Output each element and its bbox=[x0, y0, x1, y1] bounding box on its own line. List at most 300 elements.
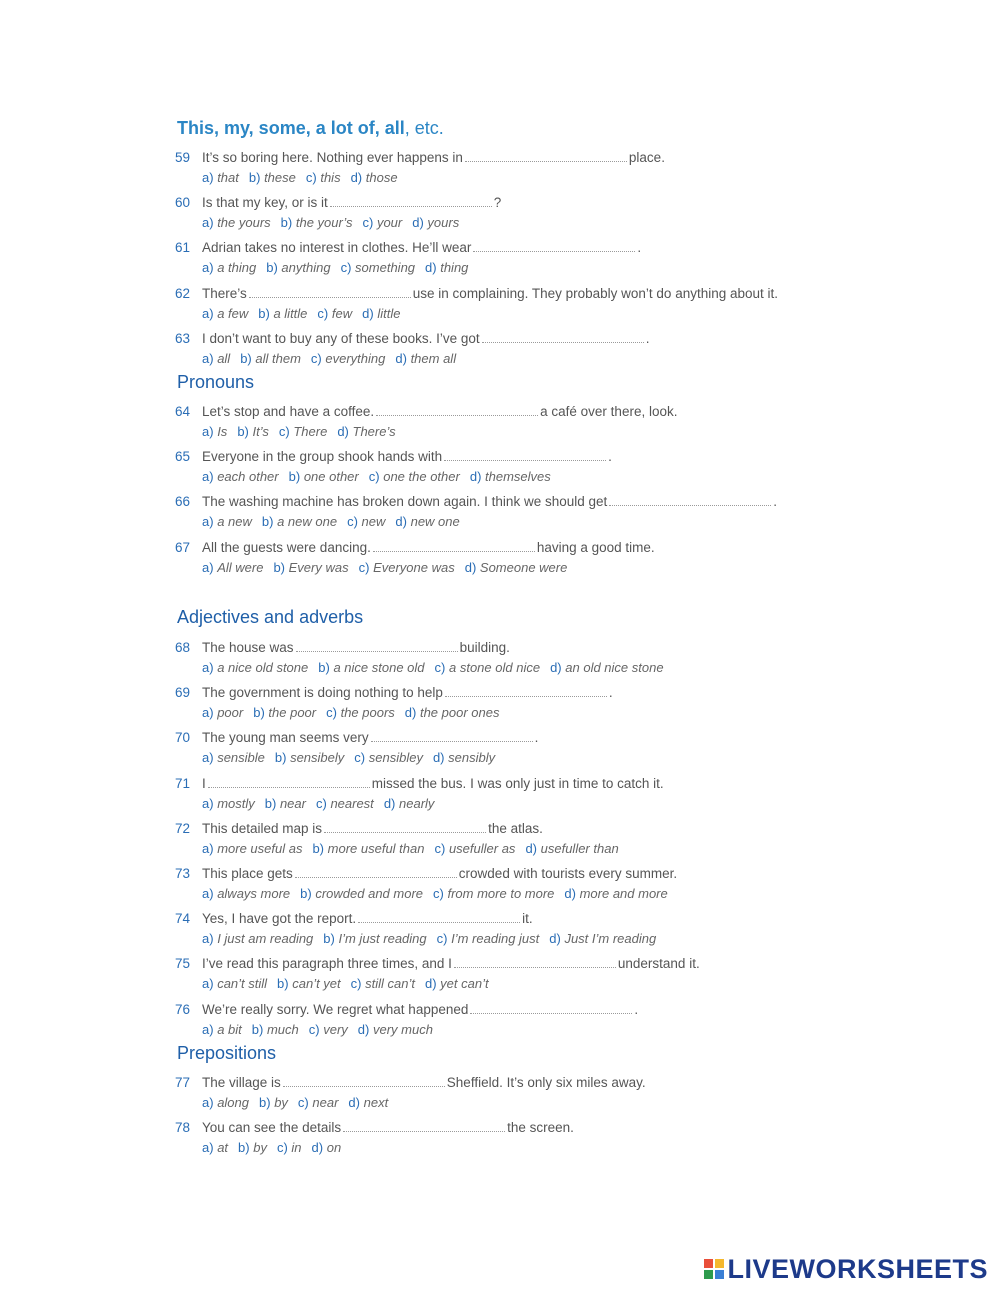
option-letter: b) bbox=[288, 469, 301, 484]
question-line bbox=[175, 402, 815, 422]
option-text: few bbox=[331, 306, 353, 321]
option-text: nearest bbox=[330, 796, 374, 811]
option[interactable] bbox=[306, 168, 341, 188]
option[interactable] bbox=[298, 1093, 339, 1113]
option[interactable] bbox=[341, 258, 415, 278]
question-number: 75 bbox=[175, 956, 191, 971]
answer-blank[interactable] bbox=[358, 910, 520, 923]
option-letter: c) bbox=[305, 170, 317, 185]
question-text-after: crowded with tourists every summer. bbox=[458, 866, 678, 881]
option[interactable] bbox=[312, 839, 424, 859]
option[interactable] bbox=[309, 1020, 348, 1040]
option-letter: d) bbox=[337, 424, 349, 439]
option-text: these bbox=[264, 170, 296, 185]
option[interactable] bbox=[351, 974, 415, 994]
option[interactable] bbox=[277, 1138, 302, 1158]
option-letter: b) bbox=[280, 215, 293, 230]
option-text: crowded and more bbox=[315, 886, 424, 901]
question-65 bbox=[175, 447, 815, 487]
option-text: sensible bbox=[217, 750, 265, 765]
question-line bbox=[175, 864, 815, 884]
question-number: 77 bbox=[175, 1075, 191, 1090]
option-letter: a) bbox=[202, 215, 214, 230]
option[interactable] bbox=[202, 839, 302, 859]
option-letter: a) bbox=[202, 841, 214, 856]
answer-blank[interactable] bbox=[454, 955, 616, 968]
answer-blank[interactable] bbox=[295, 865, 457, 878]
option-text: by bbox=[274, 1095, 288, 1110]
option-letter: a) bbox=[202, 886, 214, 901]
option[interactable] bbox=[348, 1093, 388, 1113]
option-text: the poor ones bbox=[419, 705, 500, 720]
question-75 bbox=[175, 954, 815, 994]
question-number: 78 bbox=[175, 1120, 191, 1135]
option-letter: d) bbox=[311, 1140, 324, 1155]
option-text: the poors bbox=[340, 705, 395, 720]
question-text-before: I bbox=[202, 776, 206, 791]
question-line bbox=[175, 1118, 815, 1138]
question-number: 61 bbox=[175, 240, 191, 255]
question-line bbox=[175, 774, 815, 794]
option-letter: a) bbox=[202, 931, 214, 946]
option-letter: c) bbox=[433, 886, 444, 901]
option-letter: d) bbox=[350, 170, 363, 185]
option-letter: c) bbox=[326, 705, 337, 720]
option[interactable] bbox=[253, 703, 316, 723]
option[interactable] bbox=[281, 213, 353, 233]
option-letter: c) bbox=[278, 424, 290, 439]
question-61 bbox=[175, 238, 815, 278]
option[interactable] bbox=[259, 1093, 288, 1113]
option-letter: b) bbox=[264, 796, 277, 811]
option[interactable] bbox=[202, 974, 267, 994]
option-letter: c) bbox=[340, 260, 352, 275]
option-letter: c) bbox=[358, 560, 370, 575]
option-letter: a) bbox=[202, 351, 214, 366]
option-letter: b) bbox=[251, 1022, 264, 1037]
answer-blank[interactable] bbox=[470, 1001, 632, 1014]
question-line bbox=[175, 909, 815, 929]
question-text-after: ? bbox=[493, 195, 502, 210]
question-number: 70 bbox=[175, 730, 191, 745]
options-row bbox=[175, 884, 815, 904]
option-text: more useful than bbox=[327, 841, 425, 856]
option[interactable] bbox=[202, 748, 265, 768]
option-letter: d) bbox=[564, 886, 576, 901]
option-letter: a) bbox=[202, 976, 214, 991]
option[interactable] bbox=[326, 703, 395, 723]
question-74 bbox=[175, 909, 815, 949]
question-text-before: Everyone in the group shook hands with bbox=[202, 449, 443, 464]
option[interactable] bbox=[465, 558, 568, 578]
option[interactable] bbox=[470, 467, 551, 487]
question-78 bbox=[175, 1118, 815, 1158]
question-text-after: . bbox=[534, 730, 539, 745]
option[interactable] bbox=[265, 794, 306, 814]
option[interactable] bbox=[362, 304, 400, 324]
question-text-after: Sheffield. It’s only six miles away. bbox=[446, 1075, 646, 1090]
option-letter: b) bbox=[240, 351, 252, 366]
question-text-before: There’s bbox=[202, 286, 247, 301]
answer-blank[interactable] bbox=[324, 820, 486, 833]
option-text: themselves bbox=[485, 469, 551, 484]
option-text: one the other bbox=[383, 469, 460, 484]
question-number: 74 bbox=[175, 911, 191, 926]
question-text-before: Adrian takes no interest in clothes. He’ll wear bbox=[202, 240, 472, 255]
question-text-before: The house was bbox=[202, 640, 294, 655]
option-letter: d) bbox=[395, 514, 407, 529]
option-letter: d) bbox=[357, 1022, 370, 1037]
option[interactable] bbox=[337, 422, 395, 442]
option-letter: a) bbox=[202, 306, 214, 321]
option[interactable] bbox=[433, 884, 554, 904]
option-text: always more bbox=[217, 886, 291, 901]
options-row bbox=[175, 168, 815, 188]
option-text: poor bbox=[217, 705, 244, 720]
options-row bbox=[175, 1020, 815, 1040]
option[interactable] bbox=[358, 1020, 433, 1040]
option-text: more useful as bbox=[217, 841, 303, 856]
option[interactable] bbox=[202, 304, 248, 324]
option-letter: b) bbox=[318, 660, 330, 675]
option[interactable] bbox=[525, 839, 618, 859]
answer-blank[interactable] bbox=[296, 639, 458, 652]
option-text: Someone were bbox=[479, 560, 568, 575]
option-letter: b) bbox=[323, 931, 335, 946]
option[interactable] bbox=[412, 213, 459, 233]
option-letter: d) bbox=[404, 705, 417, 720]
option-text: yet can’t bbox=[440, 976, 489, 991]
option[interactable] bbox=[316, 794, 374, 814]
option-letter: c) bbox=[276, 1140, 288, 1155]
question-text-after: the atlas. bbox=[488, 821, 543, 836]
option-letter: b) bbox=[238, 1140, 250, 1155]
option-text: next bbox=[363, 1095, 389, 1110]
option-letter: a) bbox=[202, 469, 214, 484]
answer-blank[interactable] bbox=[283, 1074, 445, 1087]
option-text: in bbox=[291, 1140, 302, 1155]
option-text: much bbox=[266, 1022, 299, 1037]
question-line bbox=[175, 954, 815, 974]
option-text: a nice stone old bbox=[333, 660, 425, 675]
option-letter: a) bbox=[202, 750, 214, 765]
option[interactable] bbox=[275, 748, 344, 768]
option[interactable] bbox=[347, 512, 385, 532]
option[interactable] bbox=[425, 974, 489, 994]
option[interactable] bbox=[289, 467, 359, 487]
option-letter: a) bbox=[202, 170, 214, 185]
option[interactable] bbox=[425, 258, 468, 278]
option[interactable] bbox=[354, 748, 423, 768]
option-letter: a) bbox=[202, 514, 214, 529]
question-text-after: it. bbox=[522, 911, 533, 926]
answer-blank[interactable] bbox=[376, 403, 538, 416]
question-number: 63 bbox=[175, 331, 191, 346]
answer-blank[interactable] bbox=[373, 539, 535, 552]
option-text: near bbox=[312, 1095, 339, 1110]
question-66 bbox=[175, 492, 815, 532]
option-letter: c) bbox=[434, 841, 446, 856]
answer-blank[interactable] bbox=[445, 684, 607, 697]
option-letter: b) bbox=[258, 306, 270, 321]
option-text: very bbox=[323, 1022, 348, 1037]
options-row bbox=[175, 658, 815, 678]
option-letter: b) bbox=[312, 841, 325, 856]
option-letter: c) bbox=[308, 1022, 320, 1037]
logo-text: LIVEWORKSHEETS bbox=[727, 1253, 988, 1284]
answer-blank[interactable] bbox=[330, 194, 492, 207]
option[interactable] bbox=[202, 558, 263, 578]
option-letter: c) bbox=[347, 514, 358, 529]
question-77 bbox=[175, 1073, 815, 1113]
option-text: usefuller as bbox=[448, 841, 516, 856]
question-number: 68 bbox=[175, 640, 191, 655]
option-letter: d) bbox=[383, 796, 396, 811]
question-number: 69 bbox=[175, 685, 191, 700]
options-row bbox=[175, 794, 815, 814]
question-text-after: a café over there, look. bbox=[540, 404, 678, 419]
option-letter: a) bbox=[202, 660, 214, 675]
option[interactable] bbox=[359, 558, 455, 578]
option-letter: d) bbox=[424, 976, 437, 991]
question-text-before: This place gets bbox=[202, 866, 293, 881]
question-text-after: understand it. bbox=[617, 956, 700, 971]
options-row bbox=[175, 467, 815, 487]
option-letter: c) bbox=[368, 469, 380, 484]
option-text: from more to more bbox=[447, 886, 555, 901]
option-letter: c) bbox=[350, 976, 362, 991]
question-text-after: . bbox=[608, 449, 612, 464]
option-text: sensibly bbox=[448, 750, 496, 765]
option[interactable] bbox=[202, 258, 256, 278]
option-letter: d) bbox=[525, 841, 537, 856]
option-text: a new one bbox=[277, 514, 338, 529]
options-row bbox=[175, 213, 815, 233]
question-70 bbox=[175, 728, 815, 768]
option-letter: c) bbox=[297, 1095, 309, 1110]
option-text: Just I’m reading bbox=[564, 931, 657, 946]
question-67 bbox=[175, 538, 815, 578]
option[interactable] bbox=[266, 258, 330, 278]
question-text-before: I don’t want to buy any of these books. I’ve got bbox=[202, 331, 480, 346]
option[interactable] bbox=[550, 658, 663, 678]
option-text: all bbox=[217, 351, 231, 366]
option[interactable] bbox=[279, 422, 327, 442]
option[interactable] bbox=[252, 1020, 299, 1040]
option-text: I’m reading just bbox=[451, 931, 540, 946]
option-text: along bbox=[217, 1095, 249, 1110]
question-text-before: Let’s stop and have a coffee. bbox=[202, 404, 375, 419]
option[interactable] bbox=[277, 974, 341, 994]
question-line bbox=[175, 728, 815, 748]
answer-blank[interactable] bbox=[371, 729, 533, 742]
option-letter: d) bbox=[549, 931, 561, 946]
option-text: this bbox=[320, 170, 341, 185]
option[interactable] bbox=[202, 794, 255, 814]
answer-blank[interactable] bbox=[343, 1119, 505, 1132]
option-text: them all bbox=[410, 351, 457, 366]
question-text-before: The village is bbox=[202, 1075, 281, 1090]
option-letter: b) bbox=[300, 886, 312, 901]
option-letter: b) bbox=[266, 260, 278, 275]
option-text: by bbox=[253, 1140, 267, 1155]
option-letter: a) bbox=[202, 796, 214, 811]
option-text: Is bbox=[217, 424, 228, 439]
section-title-determiners: This, my, some, a lot of, all, etc. bbox=[177, 118, 444, 138]
question-76 bbox=[175, 1000, 815, 1040]
answer-blank[interactable] bbox=[465, 149, 627, 162]
option-text: a stone old nice bbox=[449, 660, 541, 675]
option[interactable] bbox=[435, 658, 541, 678]
question-text-after: use in complaining. They probably won’t do anything about it. bbox=[412, 286, 779, 301]
option[interactable] bbox=[395, 349, 456, 369]
option-text: very much bbox=[372, 1022, 433, 1037]
option[interactable] bbox=[317, 304, 352, 324]
option[interactable] bbox=[202, 512, 252, 532]
question-line bbox=[175, 329, 815, 349]
question-line bbox=[175, 238, 815, 258]
options-row bbox=[175, 929, 815, 949]
option-letter: d) bbox=[412, 215, 424, 230]
option-letter: d) bbox=[348, 1095, 360, 1110]
option-letter: c) bbox=[436, 931, 448, 946]
option[interactable] bbox=[549, 929, 656, 949]
option[interactable] bbox=[405, 703, 500, 723]
option[interactable] bbox=[202, 1138, 228, 1158]
option[interactable] bbox=[564, 884, 667, 904]
option[interactable] bbox=[202, 422, 227, 442]
option[interactable] bbox=[202, 1020, 242, 1040]
option[interactable] bbox=[237, 422, 269, 442]
option-text: those bbox=[365, 170, 398, 185]
option-letter: d) bbox=[464, 560, 477, 575]
option-text: still can’t bbox=[365, 976, 415, 991]
question-line bbox=[175, 819, 815, 839]
question-text-after: the screen. bbox=[507, 1120, 574, 1135]
option-text: an old nice stone bbox=[565, 660, 664, 675]
option[interactable] bbox=[202, 168, 239, 188]
option-text: I’m just reading bbox=[338, 931, 427, 946]
option[interactable] bbox=[300, 884, 423, 904]
question-69 bbox=[175, 683, 815, 723]
option[interactable] bbox=[384, 794, 435, 814]
question-text-before: We’re really sorry. We regret what happened bbox=[202, 1002, 469, 1017]
option-letter: d) bbox=[362, 306, 374, 321]
question-line bbox=[175, 284, 815, 304]
option[interactable] bbox=[433, 748, 495, 768]
option-text: that bbox=[217, 170, 239, 185]
option-letter: c) bbox=[310, 351, 322, 366]
question-59 bbox=[175, 148, 815, 188]
option-letter: d) bbox=[469, 469, 482, 484]
question-text-after: . bbox=[645, 331, 650, 346]
option[interactable] bbox=[311, 349, 385, 369]
option-letter: a) bbox=[202, 705, 214, 720]
question-number: 60 bbox=[175, 195, 191, 210]
option[interactable] bbox=[202, 884, 290, 904]
options-row bbox=[175, 1093, 815, 1113]
option[interactable] bbox=[273, 558, 348, 578]
option-letter: a) bbox=[202, 260, 214, 275]
option[interactable] bbox=[202, 703, 243, 723]
option[interactable] bbox=[318, 658, 424, 678]
option[interactable] bbox=[351, 168, 398, 188]
question-text-before: The government is doing nothing to help bbox=[202, 685, 443, 700]
option-text: Everyone was bbox=[373, 560, 455, 575]
answer-blank[interactable] bbox=[473, 239, 635, 252]
option[interactable] bbox=[202, 213, 271, 233]
question-line bbox=[175, 492, 815, 512]
question-number: 65 bbox=[175, 449, 191, 464]
option-letter: c) bbox=[362, 215, 374, 230]
answer-blank[interactable] bbox=[444, 448, 606, 461]
option[interactable] bbox=[202, 467, 279, 487]
option[interactable] bbox=[258, 304, 307, 324]
option-text: a new bbox=[217, 514, 252, 529]
option[interactable] bbox=[202, 1093, 249, 1113]
option-text: can’t still bbox=[217, 976, 268, 991]
question-68 bbox=[175, 638, 815, 678]
question-text-after: having a good time. bbox=[536, 540, 655, 555]
answer-blank[interactable] bbox=[609, 493, 771, 506]
option[interactable] bbox=[362, 213, 402, 233]
answer-blank[interactable] bbox=[249, 285, 411, 298]
option-text: the your’s bbox=[295, 215, 353, 230]
option[interactable] bbox=[395, 512, 459, 532]
option[interactable] bbox=[437, 929, 540, 949]
option-text: a few bbox=[217, 306, 249, 321]
options-row bbox=[175, 422, 815, 442]
option-text: sensibley bbox=[368, 750, 423, 765]
option[interactable] bbox=[238, 1138, 267, 1158]
option[interactable] bbox=[312, 1138, 342, 1158]
option-text: new one bbox=[410, 514, 460, 529]
option[interactable] bbox=[202, 658, 308, 678]
section-title-pronouns: Pronouns bbox=[177, 372, 255, 392]
option[interactable] bbox=[249, 168, 296, 188]
option-letter: a) bbox=[202, 1022, 214, 1037]
option[interactable] bbox=[434, 839, 515, 859]
option[interactable] bbox=[323, 929, 426, 949]
question-text-before: The young man seems very bbox=[202, 730, 369, 745]
answer-blank[interactable] bbox=[208, 775, 370, 788]
option-letter: d) bbox=[432, 750, 445, 765]
question-62 bbox=[175, 284, 815, 324]
option[interactable] bbox=[202, 929, 313, 949]
option[interactable] bbox=[202, 349, 230, 369]
answer-blank[interactable] bbox=[482, 330, 644, 343]
option-letter: a) bbox=[202, 424, 214, 439]
question-number: 62 bbox=[175, 286, 191, 301]
question-line bbox=[175, 148, 815, 168]
option-letter: d) bbox=[550, 660, 562, 675]
options-row bbox=[175, 304, 815, 324]
question-text-before: Is that my key, or is it bbox=[202, 195, 328, 210]
options-row bbox=[175, 1138, 815, 1158]
option-letter: b) bbox=[261, 514, 274, 529]
question-text-after: missed the bus. I was only just in time to catch it. bbox=[371, 776, 664, 791]
option-text: anything bbox=[281, 260, 331, 275]
option[interactable] bbox=[262, 512, 337, 532]
option[interactable] bbox=[240, 349, 301, 369]
question-text-before: This detailed map is bbox=[202, 821, 323, 836]
question-text-before: You can see the details bbox=[202, 1120, 342, 1135]
question-text-before: All the guests were dancing. bbox=[202, 540, 371, 555]
question-text-after: . bbox=[773, 494, 778, 509]
option[interactable] bbox=[369, 467, 460, 487]
option-letter: b) bbox=[237, 424, 249, 439]
question-line bbox=[175, 447, 815, 467]
